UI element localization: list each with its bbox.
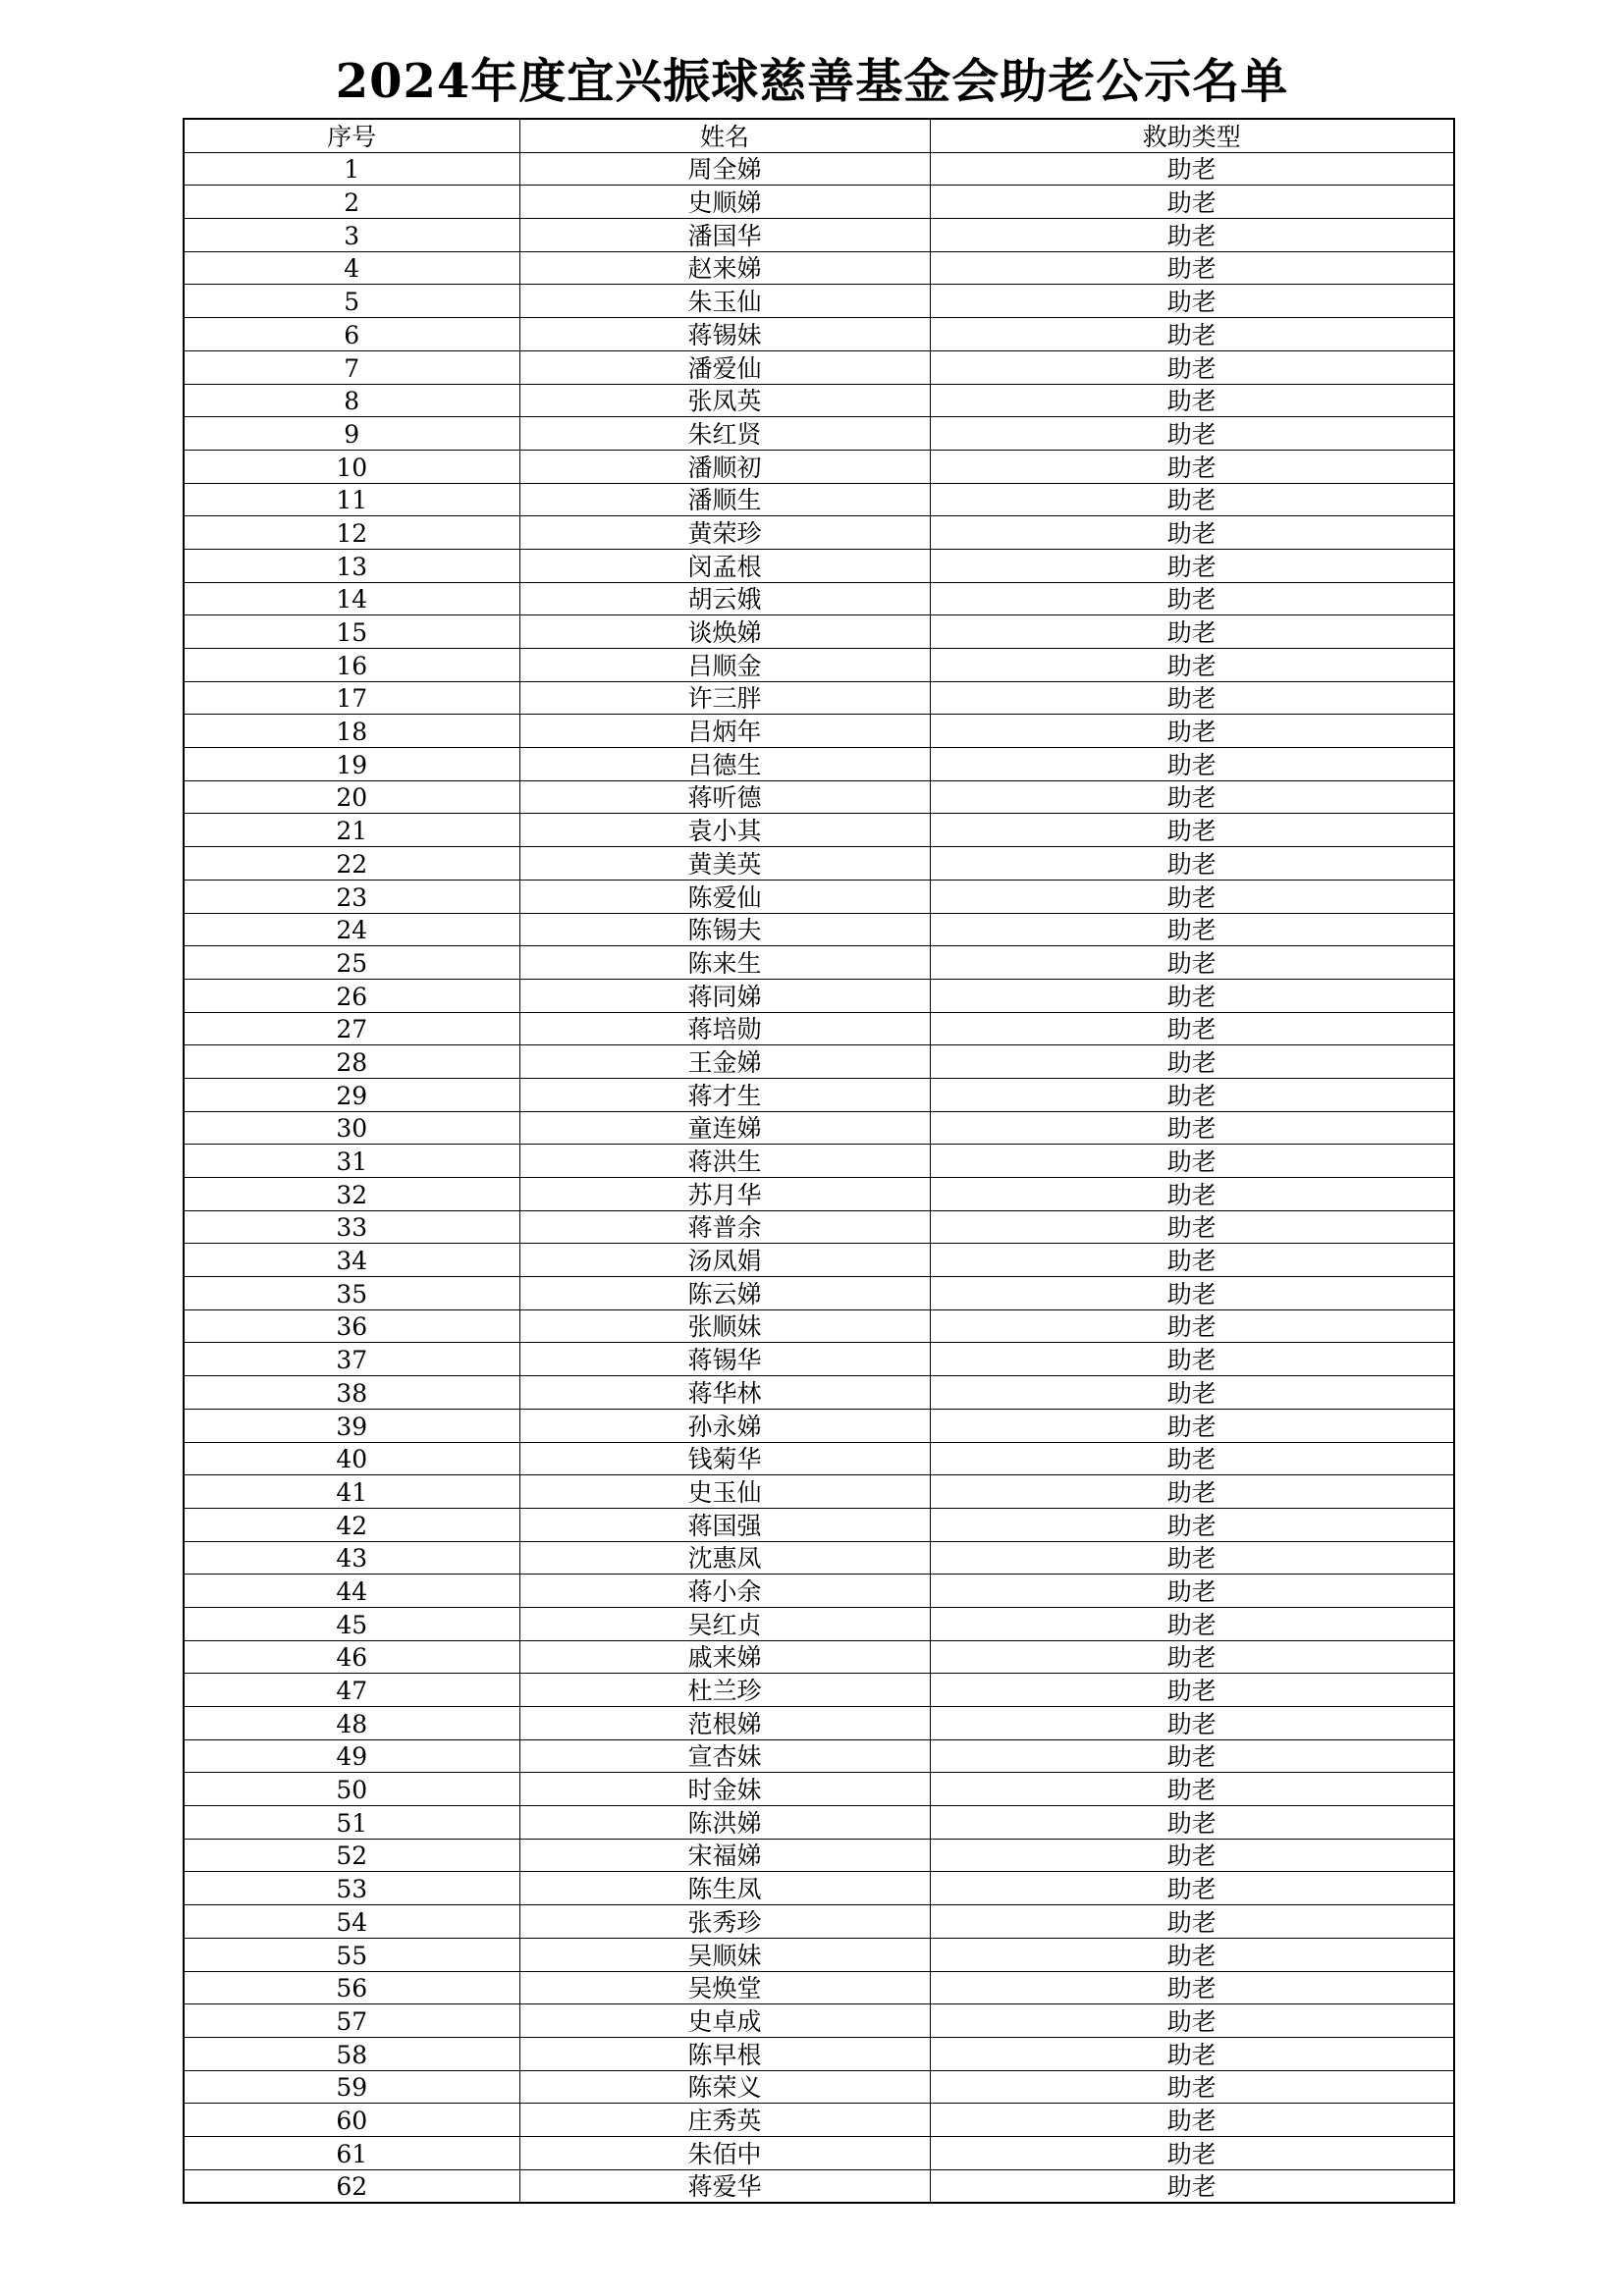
cell-name: 潘顺生 — [519, 483, 930, 516]
cell-name: 蒋听德 — [519, 780, 930, 814]
cell-number: 27 — [184, 1012, 519, 1045]
cell-aid-type: 助老 — [930, 1674, 1454, 1707]
cell-aid-type: 助老 — [930, 1244, 1454, 1277]
table-row — [184, 1707, 1454, 1740]
cell-number: 57 — [184, 2004, 519, 2038]
cell-name: 袁小其 — [519, 814, 930, 847]
cell-aid-type: 助老 — [930, 615, 1454, 649]
cell-name: 陈洪娣 — [519, 1806, 930, 1840]
cell-aid-type: 助老 — [930, 1178, 1454, 1211]
cell-aid-type: 助老 — [930, 152, 1454, 186]
cell-aid-type: 助老 — [930, 1640, 1454, 1674]
cell-aid-type: 助老 — [930, 1739, 1454, 1773]
table-row — [184, 946, 1454, 980]
table-row — [184, 1111, 1454, 1145]
cell-name: 蒋锡妹 — [519, 318, 930, 351]
table-row — [184, 1210, 1454, 1244]
cell-name: 吴焕堂 — [519, 1971, 930, 2004]
cell-name: 史卓成 — [519, 2004, 930, 2038]
cell-number: 38 — [184, 1376, 519, 1410]
cell-aid-type: 助老 — [930, 2169, 1454, 2203]
cell-number: 8 — [184, 384, 519, 417]
cell-name: 范根娣 — [519, 1707, 930, 1740]
table-row — [184, 1409, 1454, 1442]
cell-name: 孙永娣 — [519, 1409, 930, 1442]
table-row — [184, 350, 1454, 384]
cell-aid-type: 助老 — [930, 450, 1454, 483]
table-row — [184, 1607, 1454, 1640]
cell-name: 朱红贤 — [519, 417, 930, 451]
table-row — [184, 450, 1454, 483]
cell-aid-type: 助老 — [930, 946, 1454, 980]
table-row — [184, 913, 1454, 946]
cell-aid-type: 助老 — [930, 1971, 1454, 2004]
cell-name: 苏月华 — [519, 1178, 930, 1211]
cell-number: 6 — [184, 318, 519, 351]
cell-name: 时金妹 — [519, 1773, 930, 1806]
table-row — [184, 2136, 1454, 2169]
cell-number: 5 — [184, 285, 519, 318]
table-row — [184, 1343, 1454, 1376]
cell-name: 蒋华林 — [519, 1376, 930, 1410]
cell-name: 吴顺妹 — [519, 1938, 930, 1971]
cell-name: 史玉仙 — [519, 1475, 930, 1509]
cell-number: 21 — [184, 814, 519, 847]
cell-number: 44 — [184, 1575, 519, 1608]
cell-number: 47 — [184, 1674, 519, 1707]
table-row — [184, 780, 1454, 814]
cell-aid-type: 助老 — [930, 1475, 1454, 1509]
cell-aid-type: 助老 — [930, 1938, 1454, 1971]
cell-aid-type: 助老 — [930, 1210, 1454, 1244]
cell-name: 王金娣 — [519, 1045, 930, 1079]
cell-aid-type: 助老 — [930, 1078, 1454, 1111]
cell-name: 童连娣 — [519, 1111, 930, 1145]
cell-aid-type: 助老 — [930, 549, 1454, 582]
table-row — [184, 1475, 1454, 1509]
table-row — [184, 1938, 1454, 1971]
table-row — [184, 1739, 1454, 1773]
table-header-row — [184, 119, 1454, 152]
cell-number: 35 — [184, 1277, 519, 1310]
table-row — [184, 1178, 1454, 1211]
cell-name: 钱菊华 — [519, 1442, 930, 1475]
cell-aid-type: 助老 — [930, 880, 1454, 913]
cell-aid-type: 助老 — [930, 1343, 1454, 1376]
cell-name: 蒋普余 — [519, 1210, 930, 1244]
table-row — [184, 681, 1454, 715]
cell-name: 黄美英 — [519, 847, 930, 881]
cell-aid-type: 助老 — [930, 748, 1454, 781]
table-row — [184, 1277, 1454, 1310]
cell-number: 54 — [184, 1905, 519, 1939]
cell-number: 17 — [184, 681, 519, 715]
table-row — [184, 384, 1454, 417]
cell-name: 戚来娣 — [519, 1640, 930, 1674]
cell-name: 吕德生 — [519, 748, 930, 781]
cell-aid-type: 助老 — [930, 1409, 1454, 1442]
table-row — [184, 1508, 1454, 1541]
cell-name: 蒋才生 — [519, 1078, 930, 1111]
cell-number: 18 — [184, 715, 519, 748]
recipient-table — [183, 118, 1455, 2204]
cell-aid-type: 助老 — [930, 1872, 1454, 1905]
cell-name: 黄荣珍 — [519, 516, 930, 550]
table-row — [184, 1376, 1454, 1410]
cell-number: 59 — [184, 2070, 519, 2104]
cell-number: 4 — [184, 251, 519, 285]
table-row — [184, 2070, 1454, 2104]
cell-name: 朱玉仙 — [519, 285, 930, 318]
column-header-aid-type: 救助类型 — [930, 119, 1454, 152]
cell-aid-type: 助老 — [930, 417, 1454, 451]
table-row — [184, 318, 1454, 351]
table-row — [184, 2037, 1454, 2070]
cell-name: 蒋小余 — [519, 1575, 930, 1608]
cell-name: 谈焕娣 — [519, 615, 930, 649]
cell-aid-type: 助老 — [930, 814, 1454, 847]
cell-aid-type: 助老 — [930, 1045, 1454, 1079]
table-row — [184, 1872, 1454, 1905]
cell-number: 10 — [184, 450, 519, 483]
cell-number: 45 — [184, 1607, 519, 1640]
table-row — [184, 186, 1454, 219]
table-row — [184, 979, 1454, 1012]
cell-aid-type: 助老 — [930, 350, 1454, 384]
cell-aid-type: 助老 — [930, 979, 1454, 1012]
cell-number: 56 — [184, 1971, 519, 2004]
table-row — [184, 1145, 1454, 1178]
cell-number: 28 — [184, 1045, 519, 1079]
cell-number: 26 — [184, 979, 519, 1012]
column-header-name: 姓名 — [519, 119, 930, 152]
table-row — [184, 1078, 1454, 1111]
cell-number: 7 — [184, 350, 519, 384]
cell-aid-type: 助老 — [930, 649, 1454, 682]
cell-number: 23 — [184, 880, 519, 913]
cell-name: 沈惠凤 — [519, 1541, 930, 1575]
cell-aid-type: 助老 — [930, 219, 1454, 252]
cell-aid-type: 助老 — [930, 1145, 1454, 1178]
cell-number: 20 — [184, 780, 519, 814]
cell-name: 蒋锡华 — [519, 1343, 930, 1376]
cell-aid-type: 助老 — [930, 1508, 1454, 1541]
table-row — [184, 1773, 1454, 1806]
cell-name: 张顺妹 — [519, 1309, 930, 1343]
cell-number: 41 — [184, 1475, 519, 1509]
table-row — [184, 1045, 1454, 1079]
cell-number: 36 — [184, 1309, 519, 1343]
table-row — [184, 1012, 1454, 1045]
cell-name: 张秀珍 — [519, 1905, 930, 1939]
table-row — [184, 748, 1454, 781]
cell-aid-type: 助老 — [930, 582, 1454, 615]
table-row — [184, 516, 1454, 550]
cell-name: 张凤英 — [519, 384, 930, 417]
cell-aid-type: 助老 — [930, 2136, 1454, 2169]
table-row — [184, 2104, 1454, 2137]
cell-number: 55 — [184, 1938, 519, 1971]
cell-aid-type: 助老 — [930, 251, 1454, 285]
cell-number: 49 — [184, 1739, 519, 1773]
cell-number: 12 — [184, 516, 519, 550]
cell-aid-type: 助老 — [930, 780, 1454, 814]
cell-name: 陈来生 — [519, 946, 930, 980]
cell-name: 潘国华 — [519, 219, 930, 252]
cell-name: 陈早根 — [519, 2037, 930, 2070]
cell-name: 吴红贞 — [519, 1607, 930, 1640]
cell-number: 15 — [184, 615, 519, 649]
cell-number: 53 — [184, 1872, 519, 1905]
cell-aid-type: 助老 — [930, 1905, 1454, 1939]
cell-number: 52 — [184, 1839, 519, 1872]
cell-aid-type: 助老 — [930, 1012, 1454, 1045]
cell-number: 32 — [184, 1178, 519, 1211]
cell-name: 许三胖 — [519, 681, 930, 715]
cell-number: 33 — [184, 1210, 519, 1244]
cell-name: 蒋同娣 — [519, 979, 930, 1012]
cell-number: 58 — [184, 2037, 519, 2070]
cell-name: 潘顺初 — [519, 450, 930, 483]
cell-name: 吕炳年 — [519, 715, 930, 748]
cell-number: 62 — [184, 2169, 519, 2203]
cell-number: 42 — [184, 1508, 519, 1541]
table-row — [184, 880, 1454, 913]
cell-aid-type: 助老 — [930, 2004, 1454, 2038]
cell-number: 61 — [184, 2136, 519, 2169]
cell-number: 1 — [184, 152, 519, 186]
cell-number: 40 — [184, 1442, 519, 1475]
table-row — [184, 1905, 1454, 1939]
cell-name: 陈锡夫 — [519, 913, 930, 946]
cell-number: 22 — [184, 847, 519, 881]
cell-aid-type: 助老 — [930, 2070, 1454, 2104]
cell-aid-type: 助老 — [930, 1442, 1454, 1475]
table-body — [184, 152, 1454, 2203]
cell-number: 3 — [184, 219, 519, 252]
table-row — [184, 549, 1454, 582]
cell-number: 43 — [184, 1541, 519, 1575]
cell-name: 宋福娣 — [519, 1839, 930, 1872]
cell-number: 14 — [184, 582, 519, 615]
table-row — [184, 814, 1454, 847]
cell-aid-type: 助老 — [930, 1806, 1454, 1840]
cell-number: 25 — [184, 946, 519, 980]
cell-name: 吕顺金 — [519, 649, 930, 682]
cell-aid-type: 助老 — [930, 1607, 1454, 1640]
cell-name: 胡云娥 — [519, 582, 930, 615]
table-row — [184, 1806, 1454, 1840]
table-row — [184, 1244, 1454, 1277]
cell-aid-type: 助老 — [930, 384, 1454, 417]
cell-number: 48 — [184, 1707, 519, 1740]
table-row — [184, 1575, 1454, 1608]
table-row — [184, 2004, 1454, 2038]
cell-number: 39 — [184, 1409, 519, 1442]
cell-name: 庄秀英 — [519, 2104, 930, 2137]
table-row — [184, 1442, 1454, 1475]
table-row — [184, 1309, 1454, 1343]
table-row — [184, 285, 1454, 318]
table-row — [184, 649, 1454, 682]
table-row — [184, 1674, 1454, 1707]
cell-aid-type: 助老 — [930, 1575, 1454, 1608]
cell-number: 37 — [184, 1343, 519, 1376]
cell-number: 60 — [184, 2104, 519, 2137]
cell-name: 陈生凤 — [519, 1872, 930, 1905]
cell-name: 陈云娣 — [519, 1277, 930, 1310]
cell-number: 34 — [184, 1244, 519, 1277]
cell-name: 蒋国强 — [519, 1508, 930, 1541]
cell-aid-type: 助老 — [930, 913, 1454, 946]
table-row — [184, 417, 1454, 451]
table-row — [184, 1640, 1454, 1674]
cell-name: 赵来娣 — [519, 251, 930, 285]
cell-number: 9 — [184, 417, 519, 451]
cell-aid-type: 助老 — [930, 715, 1454, 748]
cell-aid-type: 助老 — [930, 1376, 1454, 1410]
table-row — [184, 2169, 1454, 2203]
cell-number: 11 — [184, 483, 519, 516]
cell-aid-type: 助老 — [930, 483, 1454, 516]
cell-number: 19 — [184, 748, 519, 781]
cell-number: 13 — [184, 549, 519, 582]
cell-name: 杜兰珍 — [519, 1674, 930, 1707]
cell-aid-type: 助老 — [930, 1773, 1454, 1806]
cell-aid-type: 助老 — [930, 1309, 1454, 1343]
cell-name: 蒋爱华 — [519, 2169, 930, 2203]
cell-number: 24 — [184, 913, 519, 946]
cell-aid-type: 助老 — [930, 1839, 1454, 1872]
cell-aid-type: 助老 — [930, 681, 1454, 715]
table-row — [184, 1839, 1454, 1872]
cell-aid-type: 助老 — [930, 1707, 1454, 1740]
cell-name: 蒋培勋 — [519, 1012, 930, 1045]
page-title: 2024年度宜兴振球慈善基金会助老公示名单 — [335, 54, 1289, 109]
table-row — [184, 219, 1454, 252]
cell-name: 陈荣义 — [519, 2070, 930, 2104]
table-row — [184, 847, 1454, 881]
cell-name: 陈爱仙 — [519, 880, 930, 913]
cell-name: 史顺娣 — [519, 186, 930, 219]
cell-number: 30 — [184, 1111, 519, 1145]
table-row — [184, 1971, 1454, 2004]
table-row — [184, 152, 1454, 186]
cell-number: 16 — [184, 649, 519, 682]
cell-number: 31 — [184, 1145, 519, 1178]
cell-name: 汤凤娟 — [519, 1244, 930, 1277]
cell-aid-type: 助老 — [930, 285, 1454, 318]
cell-number: 29 — [184, 1078, 519, 1111]
cell-aid-type: 助老 — [930, 2104, 1454, 2137]
cell-aid-type: 助老 — [930, 1541, 1454, 1575]
table-row — [184, 483, 1454, 516]
cell-aid-type: 助老 — [930, 847, 1454, 881]
cell-number: 46 — [184, 1640, 519, 1674]
column-header-number: 序号 — [184, 119, 519, 152]
cell-number: 51 — [184, 1806, 519, 1840]
cell-aid-type: 助老 — [930, 516, 1454, 550]
cell-name: 宣杏妹 — [519, 1739, 930, 1773]
cell-name: 潘爱仙 — [519, 350, 930, 384]
cell-aid-type: 助老 — [930, 186, 1454, 219]
table-row — [184, 615, 1454, 649]
cell-name: 闵孟根 — [519, 549, 930, 582]
cell-name: 周全娣 — [519, 152, 930, 186]
cell-number: 2 — [184, 186, 519, 219]
table-row — [184, 582, 1454, 615]
cell-aid-type: 助老 — [930, 1277, 1454, 1310]
cell-name: 朱佰中 — [519, 2136, 930, 2169]
table-row — [184, 1541, 1454, 1575]
cell-aid-type: 助老 — [930, 1111, 1454, 1145]
cell-name: 蒋洪生 — [519, 1145, 930, 1178]
table-row — [184, 715, 1454, 748]
table-row — [184, 251, 1454, 285]
cell-aid-type: 助老 — [930, 2037, 1454, 2070]
cell-aid-type: 助老 — [930, 318, 1454, 351]
cell-number: 50 — [184, 1773, 519, 1806]
